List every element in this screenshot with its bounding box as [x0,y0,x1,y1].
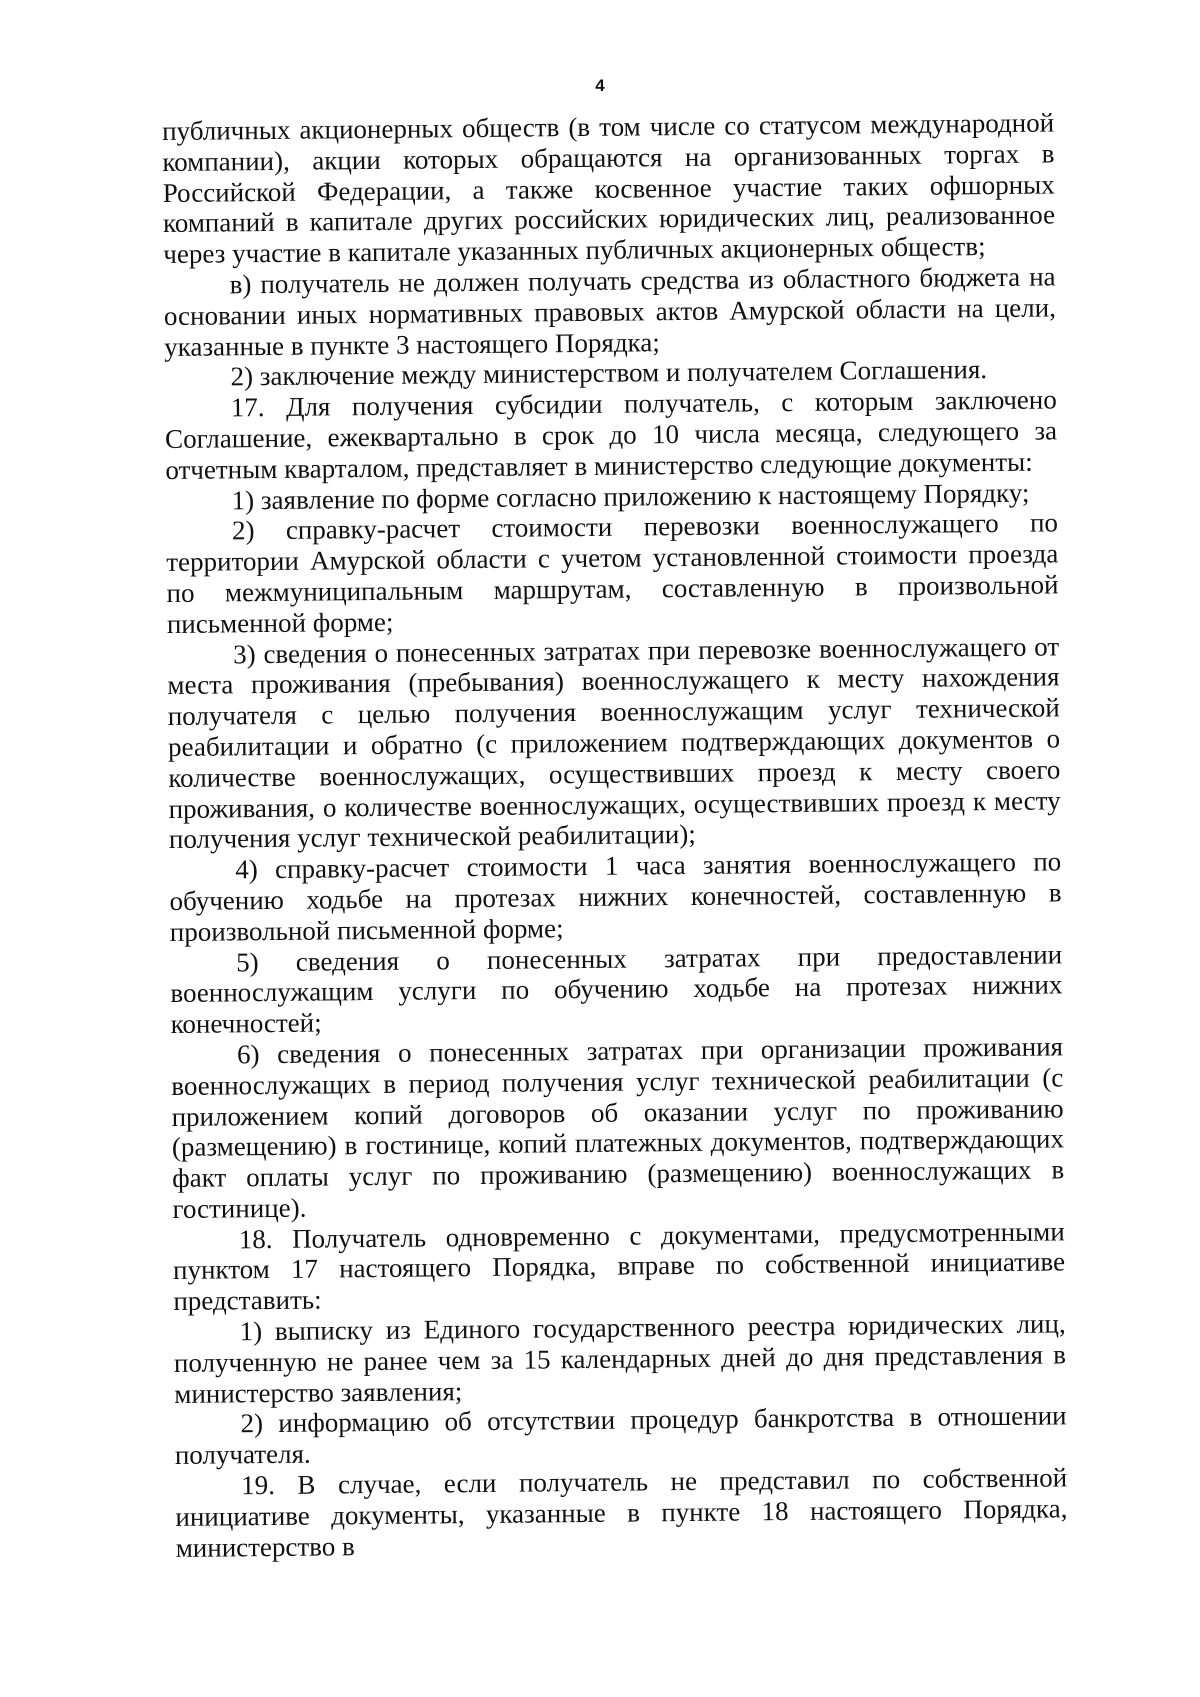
paragraph-clause-17-item-5: 5) сведения о понесенных затратах при предоставлении военнослужащим услуги по обучению ходьбе на протезах нижних конечностей; [170,938,1063,1040]
document-body [162,107,1068,1563]
paragraph-clause-17-item-4: 4) справку-расчет стоимости 1 часа занятия военнослужащего по обучению ходьбе на протезах нижних конечностей, составленную в произвольной письменной форме; [169,846,1062,947]
paragraph-item-v: в) получатель не должен получать средства из областного бюджета на основании иных нормативных правовых актов Амурской области на цели, указанные в пункте 3 настоящего Порядка; [163,261,1057,362]
page-number: 4 [595,76,605,95]
paragraph-clause-18: 18. Получатель одновременно с документами, предусмотренными пунктом 17 настоящего Порядка, вправе по собственной инициативе представить: [172,1216,1066,1317]
paragraph-clause-19: 19. В случае, если получатель не представил по собственной инициативе документы, указанные в пункте 18 настоящего Порядка, министерство в [175,1462,1068,1563]
paragraph-clause-17-item-3: 3) сведения о понесенных затратах при перевозке военнослужащего от места проживания (пребывания) военнослужащего к месту нахождения получателя с целью получения военнослужащим услуг технической реабилитации и обратно (с приложением подтверждающих документов о количестве военнослужащих, осуществивших проезд к месту своего проживания, о количестве военнослужащих, осуществивших проезд к месту получения услуг технической реабилитации); [167,630,1061,855]
paragraph-clause-18-item-2: 2) информацию об отсутствии процедур банкротства в отношении получателя. [174,1400,1067,1471]
paragraph-continuation: публичных акционерных обществ (в том числе со статусом международной компании), акции которых обращаются на организованных торгах в Российской Федерации, а также косвенное участие таких офшорных компаний в капитале других российских юридических лиц, реализованное через участие в капитале указанных публичных акционерных обществ; [162,107,1056,270]
paragraph-clause-17-item-6: 6) сведения о понесенных затратах при организации проживания военнослужащих в период получения услуг технической реабилитации (с приложением копий договоров об оказании услуг по проживанию (размещению) в гостинице, копий платежных документов, подтверждающих факт оплаты услуг по проживанию (размещению) военнослужащих в гостинице). [171,1031,1065,1224]
paragraph-clause-17-item-1: 1) заявление по форме согласно приложению к настоящему Порядку; [231,477,1030,515]
paragraph-item-2: 2) заключение между министерством и получателем Соглашения. [230,354,988,392]
paragraph-clause-18-item-1: 1) выписку из Единого государственного реестра юридических лиц, полученную не ранее чем за 15 календарных дней до дня представления в министерство заявления; [173,1308,1067,1409]
paragraph-clause-17-item-2: 2) справку-расчет стоимости перевозки военнослужащего по территории Амурской области с учетом установленной стоимости проезда по межмуниципальным маршрутам, составленную в произвольной письменной форме; [166,507,1059,639]
paragraph-clause-17: 17. Для получения субсидии получатель, с которым заключено Соглашение, ежеквартально в срок до 10 числа месяца, следующего за отчетным кварталом, представляет в министерство следующие документы: [164,384,1058,485]
